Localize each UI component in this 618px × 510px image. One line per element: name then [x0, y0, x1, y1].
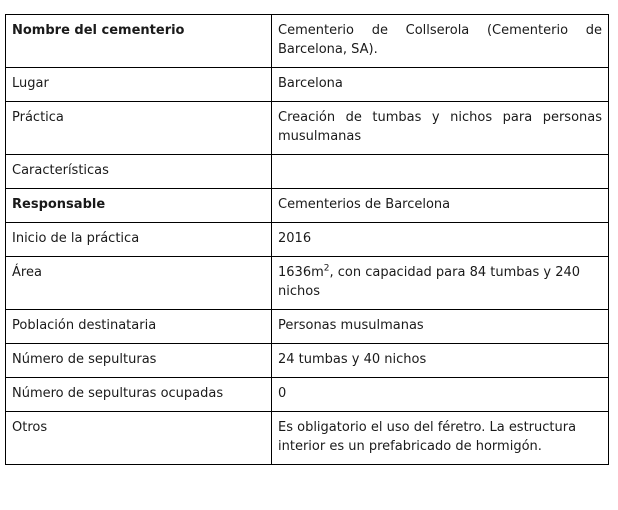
table-row-numero-sepulturas [6, 344, 609, 378]
row-label-caracteristicas: Características [6, 155, 272, 189]
row-value-ocupadas: 0 [272, 378, 609, 412]
row-value-numero-sepulturas: 24 tumbas y 40 nichos [272, 344, 609, 378]
cemetery-info-table [5, 14, 609, 465]
table-row-ocupadas [6, 378, 609, 412]
row-label-nombre: Nombre del cementerio [6, 15, 272, 68]
table-row-responsable [6, 189, 609, 223]
area-value-superscript: 2 [323, 263, 330, 274]
row-value-caracteristicas [272, 155, 609, 189]
row-label-lugar: Lugar [6, 68, 272, 102]
table-row-inicio [6, 223, 609, 257]
row-value-inicio: 2016 [272, 223, 609, 257]
table-row-nombre [6, 15, 609, 68]
row-label-numero-sepulturas: Número de sepulturas [6, 344, 272, 378]
row-value-nombre: Cementerio de Collserola (Cementerio de Barcelona, SA). [272, 15, 609, 68]
area-value-number: 1636m [278, 265, 324, 280]
row-label-poblacion: Población destinataria [6, 310, 272, 344]
table-row-practica [6, 102, 609, 155]
table-row-otros [6, 412, 609, 465]
row-value-otros: Es obligatorio el uso del féretro. La estructura interior es un prefabricado de hormigón. [272, 412, 609, 465]
row-value-poblacion: Personas musulmanas [272, 310, 609, 344]
area-value-rest: , con capacidad para 84 tumbas y 240 nichos [278, 265, 581, 299]
table-row-poblacion [6, 310, 609, 344]
row-value-practica: Creación de tumbas y nichos para personas musulmanas [272, 102, 609, 155]
row-label-responsable: Responsable [6, 189, 272, 223]
row-label-practica: Práctica [6, 102, 272, 155]
row-label-inicio: Inicio de la práctica [6, 223, 272, 257]
table-row-caracteristicas [6, 155, 609, 189]
row-value-area [272, 257, 609, 310]
row-label-otros: Otros [6, 412, 272, 465]
row-label-ocupadas: Número de sepulturas ocupadas [6, 378, 272, 412]
row-value-responsable: Cementerios de Barcelona [272, 189, 609, 223]
row-value-lugar: Barcelona [272, 68, 609, 102]
row-label-area: Área [6, 257, 272, 310]
table-row-lugar [6, 68, 609, 102]
table-row-area [6, 257, 609, 310]
